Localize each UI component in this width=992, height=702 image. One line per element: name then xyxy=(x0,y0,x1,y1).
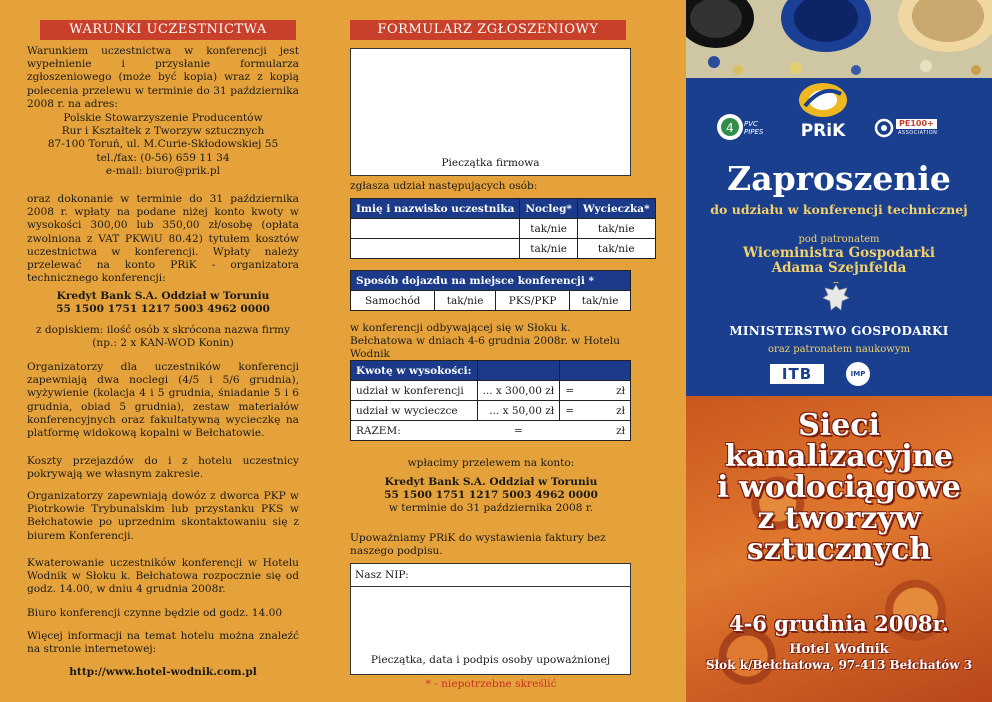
address-line: Polskie Stowarzyszenie Producentów xyxy=(63,112,263,124)
company-stamp-box[interactable] xyxy=(350,48,631,176)
prik-logo-icon xyxy=(795,80,851,118)
headline xyxy=(686,410,992,565)
amount-label: udział w wycieczce xyxy=(351,401,478,421)
patron-name: Adama Szejnfelda xyxy=(771,260,907,276)
divider xyxy=(351,586,630,587)
headline-line: z tworzyw xyxy=(757,501,921,536)
organizer-address xyxy=(27,112,299,178)
imp-logo: IMP xyxy=(846,362,870,386)
bank-account: 55 1500 1751 1217 5003 4962 0000 xyxy=(56,303,270,316)
amount-header-blank xyxy=(560,361,631,381)
payment-text: oraz dokonanie w terminie do 31 października 2008 r. wpłaty na podane niżej konto kwoty w wysokości 300,00 lub 350,00 zł/osobę (opłata zwolniona z VAT PKWiU 80.42) tytułem kosztów uczestnictwa w konferencji. Wpłaty należy przelewać na konto PRiK - organizatora technicznego konferencji: xyxy=(27,193,299,285)
invoice-text: Upoważniamy PRiK do wystawienia faktury bez naszego podpisu. xyxy=(350,532,606,558)
amount-eq: = xyxy=(560,401,595,421)
amount-eq: = xyxy=(560,381,595,401)
patron-title: Wiceministra Gospodarki xyxy=(743,245,935,261)
office-hours-text: Biuro konferencji czynne będzie od godz. 14.00 xyxy=(27,607,283,619)
event-date: 4-6 grudnia 2008r. xyxy=(728,611,949,636)
cover-panel xyxy=(686,0,992,702)
amount-qty-input[interactable]: ... x 300,00 zł xyxy=(477,381,560,401)
checkin-text: Kwaterowanie uczestników konferencji w Hotelu Wodnik w Słoku k. Bełchatowa rozpocznie się od godz. 14.00, w dniu 4 grudnia 2008r. xyxy=(27,557,299,596)
eagle-emblem-icon xyxy=(821,282,851,314)
participant-name-input[interactable] xyxy=(351,239,520,259)
travel-header: Sposób dojazdu na miejsce konferencji * xyxy=(351,271,631,291)
address-email[interactable]: e-mail: biuro@prik.pl xyxy=(105,164,221,177)
venue-name: Hotel Wodnik xyxy=(789,642,889,657)
venue-address: Słok k/Bełchatowa, 97-413 Bełchatów 3 xyxy=(705,658,973,672)
patronage-label: pod patronatem xyxy=(798,234,880,245)
nip-signature-box[interactable] xyxy=(350,563,631,675)
table-row xyxy=(351,239,656,259)
table-row xyxy=(351,401,631,421)
headline-line: sztucznych xyxy=(746,532,932,567)
nip-label: Nasz NIP: xyxy=(355,569,409,581)
transfer-note-line: z dopiskiem: ilość osób x skrócona nazwa firmy xyxy=(35,324,291,336)
amount-table xyxy=(350,360,631,441)
ministry-label: MINISTERSTWO GOSPODARKI xyxy=(729,324,949,338)
form-bank-account: 55 1500 1751 1217 5003 4962 0000 xyxy=(384,489,598,502)
total-blank xyxy=(560,421,595,441)
travel-public-choice[interactable]: tak/nie xyxy=(570,291,631,311)
headline-line: i wodociągowe xyxy=(717,470,961,505)
bank-name: Kredyt Bank S.A. Oddział w Toruniu xyxy=(56,290,270,302)
amount-sum-input[interactable]: zł xyxy=(595,401,631,421)
svg-text:4: 4 xyxy=(726,121,734,135)
pipes-illustration xyxy=(686,0,992,78)
participants-header-row xyxy=(351,199,656,219)
total-sum-input[interactable]: zł xyxy=(595,421,631,441)
total-row xyxy=(351,421,631,441)
headline-line: Sieci xyxy=(798,408,880,443)
conditions-header: WARUNKI UCZESTNICTWA xyxy=(40,20,296,40)
conditions-column xyxy=(0,0,330,702)
trip-choice[interactable]: tak/nie xyxy=(577,219,655,239)
transport-text: Organizatorzy zapewniają dowóz z dworca PKP w Piotrkowie Trybunalskim lub przystanku PKS w Bełchatowie po uprzednim skontaktowaniu się z biurem Konferencji. xyxy=(27,490,299,542)
transfer-note xyxy=(27,324,299,350)
more-info-text: Więcej informacji na temat hotelu można znaleźć na stronie internetowej: xyxy=(27,630,299,656)
registration-form xyxy=(330,0,686,702)
amount-qty-input[interactable]: ... x 50,00 zł xyxy=(477,401,560,421)
cover-subtitle: do udziału w konferencji technicznej xyxy=(710,202,968,217)
col-lodging: Nocleg* xyxy=(520,199,578,219)
hotel-text: Organizatorzy dla uczestników konferencji zapewniają dwa noclegi (4/5 i 5/6 grudnia), wyżywienie (kolacja 4 i 5 grudnia, śniadanie 5 i 6 grudnia, obiad 5 grudnia), zestaw materiałów konferencyjnych oraz fakultatywną wycieczkę na platformę widokową kopalni w Bełchatowie. xyxy=(27,361,299,440)
pvc-logo-text: PVC PIPES xyxy=(744,120,764,136)
form-deadline: w terminie do 31 października 2008 r. xyxy=(388,502,594,515)
travel-public-label: PKS/PKP xyxy=(495,291,569,311)
applies-text: zgłasza udział następujących osób: xyxy=(350,180,538,192)
cover-pipes-section xyxy=(686,396,992,702)
address-line: Rur i Kształtek z Tworzyw sztucznych xyxy=(61,125,265,138)
total-eq: = xyxy=(477,421,560,441)
conference-info: w konferencji odbywającej się w Słoku k. Bełchatowa w dniach 4-6 grudnia 2008r. w Hotelu Wodnik xyxy=(350,322,620,361)
amount-header-blank xyxy=(477,361,560,381)
form-header: FORMULARZ ZGŁOSZENIOWY xyxy=(350,20,626,40)
intro-text: Warunkiem uczestnictwa w konferencji jest wypełnienie i przysłanie formularza zgłoszeniowego (może być kopia) wraz z kopią polecenia przelewu w terminie do 31 października 2008 r. na adres: xyxy=(27,45,299,110)
lodging-choice[interactable]: tak/nie xyxy=(520,219,578,239)
headline-line: kanalizacyjne xyxy=(724,439,954,474)
lodging-choice[interactable]: tak/nie xyxy=(520,239,578,259)
table-row xyxy=(351,291,631,311)
trip-choice[interactable]: tak/nie xyxy=(577,239,655,259)
signature-label: Pieczątka, data i podpis osoby upoważnionej xyxy=(370,654,611,666)
col-trip: Wycieczka* xyxy=(577,199,655,219)
hotel-url[interactable]: http://www.hotel-wodnik.com.pl xyxy=(69,666,257,678)
amount-label: udział w konferencji xyxy=(351,381,478,401)
travel-table xyxy=(350,270,631,311)
participant-name-input[interactable] xyxy=(351,219,520,239)
amount-header: Kwotę w wysokości: xyxy=(351,361,478,381)
cover-blue-section xyxy=(686,78,992,396)
pe100-logo-sub: ASSOCIATION xyxy=(898,130,938,136)
prik-logo xyxy=(789,80,857,144)
form-bank-name: Kredyt Bank S.A. Oddział w Toruniu xyxy=(384,476,598,488)
cover-title: Zaproszenie xyxy=(727,159,951,198)
scientific-patronage-label: oraz patronatem naukowym xyxy=(767,344,910,355)
table-row xyxy=(351,381,631,401)
travel-car-choice[interactable]: tak/nie xyxy=(435,291,496,311)
amount-sum-input[interactable]: zł xyxy=(595,381,631,401)
footnote: * - niepotrzebne skreślić xyxy=(425,678,557,690)
pe100-logo-icon xyxy=(874,118,894,138)
travel-car-label: Samochód xyxy=(351,291,435,311)
col-name: Imię i nazwisko uczestnika xyxy=(351,199,520,219)
participants-table xyxy=(350,198,656,259)
itb-logo: ITB xyxy=(770,364,824,384)
pe100-logo xyxy=(874,118,960,140)
company-stamp-label: Pieczątka firmowa xyxy=(441,157,540,169)
pipes-photo xyxy=(686,0,992,78)
travel-costs-text: Koszty przejazdów do i z hotelu uczestnicy pokrywają we własnym zakresie. xyxy=(27,455,299,481)
pay-line: wpłacimy przelewem na konto: xyxy=(407,457,575,469)
address-line: tel./fax: (0-56) 659 11 34 xyxy=(96,151,230,164)
prik-logo-text: PRiK xyxy=(800,121,846,141)
form-bank-info xyxy=(350,476,632,516)
bank-info xyxy=(27,290,299,316)
transfer-note-example: (np.: 2 x KAN-WOD Konin) xyxy=(92,337,234,350)
address-line: 87-100 Toruń, ul. M.Curie-Skłodowskiej 55 xyxy=(47,138,279,151)
pvc-pipes-logo xyxy=(716,110,776,144)
pe100-logo-text: PE100+ xyxy=(896,119,937,129)
table-row xyxy=(351,219,656,239)
total-label: RAZEM: xyxy=(351,421,478,441)
